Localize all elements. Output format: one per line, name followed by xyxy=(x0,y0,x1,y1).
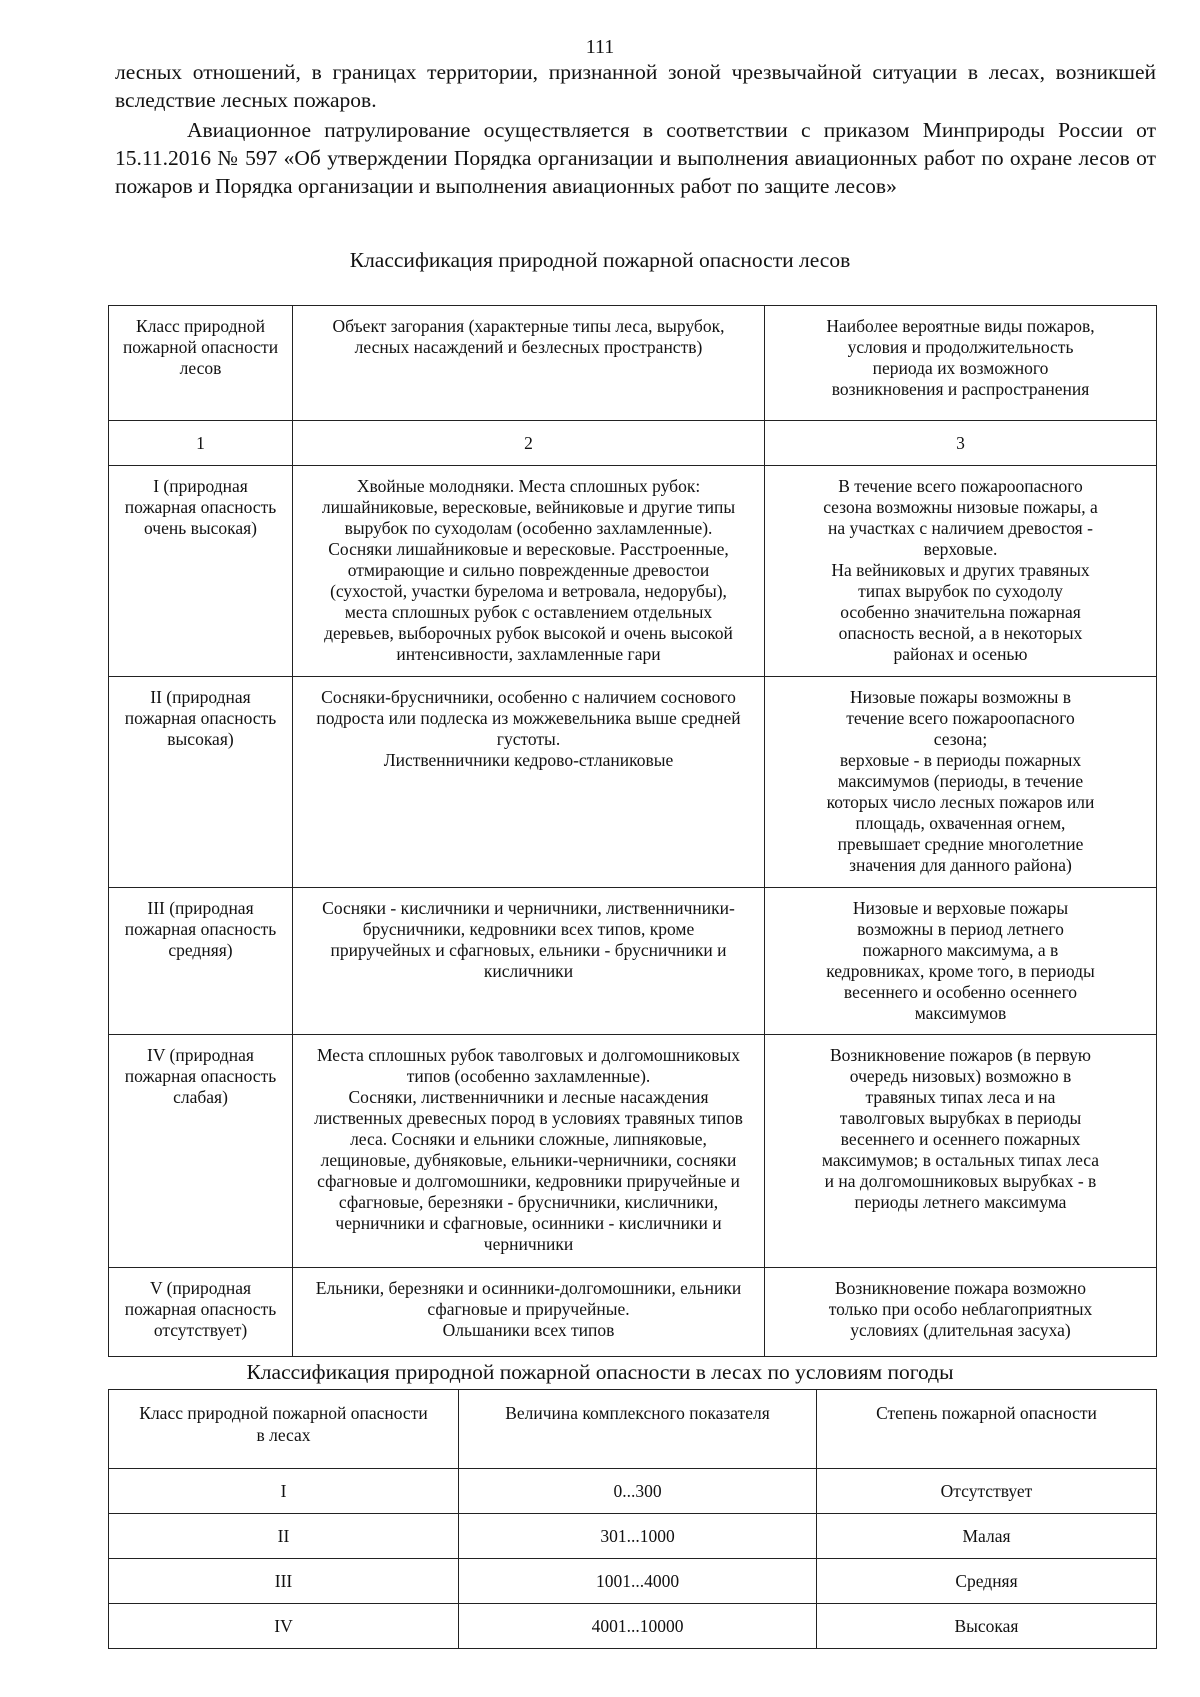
text-line: верховые. xyxy=(923,539,998,559)
text-line: периоды летнего максимума xyxy=(854,1192,1067,1212)
weather-fire-danger-table xyxy=(108,1389,1157,1649)
class-cell: I xyxy=(109,1469,459,1514)
value-cell: 0...300 xyxy=(459,1469,817,1514)
text-line: Ельники, березняки и осинники-долгомошники, ельники xyxy=(315,1278,742,1298)
text-line: и на долгомошниковых вырубках - в xyxy=(824,1171,1097,1191)
text-line: сфагновые, березняки - брусничники, кисличники, xyxy=(338,1192,719,1212)
table-row xyxy=(109,1469,1157,1514)
text-line: Величина комплексного показателя xyxy=(505,1403,770,1423)
text-line: отмирающие и сильно поврежденные древостои xyxy=(347,560,710,580)
text-line: очень высокая) xyxy=(143,518,257,538)
text-line: сфагновые и долгомошники, кедровники приручейные и xyxy=(317,1171,740,1191)
fire-danger-classification-table xyxy=(108,305,1157,1357)
text-line: Класс природной пожарной опасности xyxy=(139,1403,428,1423)
weather-table-title: Классификация природной пожарной опасности в лесах по условиям погоды xyxy=(246,1360,954,1384)
text-line: интенсивности, захламленные гари xyxy=(396,644,661,664)
object-cell xyxy=(293,677,765,888)
class-cell xyxy=(109,1268,293,1357)
text-line: подроста или подлеска из можжевельника выше средней xyxy=(316,708,741,728)
text-line: пожарная опасность xyxy=(124,1066,277,1086)
table-row xyxy=(109,677,1157,888)
text-line: которых число лесных пожаров или xyxy=(826,792,1095,812)
text-line: Места сплошных рубок таволговых и долгомошниковых xyxy=(316,1045,741,1065)
text-line: пожарная опасность xyxy=(124,497,277,517)
text-line: кедровниках, кроме того, в периоды xyxy=(826,961,1095,981)
text-line: сезона; xyxy=(933,729,988,749)
text-line: III (природная xyxy=(147,898,254,918)
object-cell xyxy=(293,1035,765,1268)
text-line: В течение всего пожароопасного xyxy=(838,476,1083,496)
text-line: на участках с наличием древостоя - xyxy=(828,518,1093,538)
text-line: условиях (длительная засуха) xyxy=(850,1320,1071,1340)
text-line: Возникновение пожара возможно xyxy=(834,1278,1087,1298)
text-line: брусничники, кедровники всех типов, кроме xyxy=(362,919,695,939)
fire-danger-table-title: Классификация природной пожарной опасности лесов xyxy=(349,248,851,272)
text-line: в лесах xyxy=(256,1425,311,1445)
column-number: 2 xyxy=(293,421,765,466)
text-line: густоты. xyxy=(496,729,561,749)
text-line: только при особо неблагоприятных xyxy=(828,1299,1093,1319)
header-danger-degree xyxy=(817,1390,1157,1469)
class-cell xyxy=(109,677,293,888)
table-row xyxy=(109,1514,1157,1559)
text-line: особенно значительна пожарная xyxy=(840,602,1081,622)
text-line: сфагновые и приручейные. xyxy=(427,1299,630,1319)
text-line: Класс природной xyxy=(136,316,265,336)
text-line: II (природная xyxy=(150,687,251,707)
table-row xyxy=(109,888,1157,1035)
text-line: периода их возможного xyxy=(872,358,1049,378)
object-cell xyxy=(293,466,765,677)
text-line: (сухостой, участки бурелома и ветровала, недорубы), xyxy=(330,581,727,601)
text-line: превышает средние многолетние xyxy=(837,834,1084,854)
text-line: Наиболее вероятные виды пожаров, xyxy=(826,316,1095,336)
table-row xyxy=(109,466,1157,677)
text-line: максимумов (периоды, в течение xyxy=(837,771,1084,791)
text-line: травяных типах леса и на xyxy=(865,1087,1056,1107)
text-line: пожарной опасности xyxy=(122,337,279,357)
text-line: V (природная xyxy=(149,1278,252,1298)
text-line: Объект загорания (характерные типы леса, вырубок, xyxy=(332,316,725,336)
text-line: Хвойные молодняки. Места сплошных рубок: xyxy=(356,476,701,496)
text-line: слабая) xyxy=(173,1087,228,1107)
text-line: возникновения и распространения xyxy=(831,379,1090,399)
degree-cell: Малая xyxy=(817,1514,1157,1559)
text-line: возможны в период летнего xyxy=(857,919,1064,939)
degree-cell: Высокая xyxy=(817,1604,1157,1649)
text-line: кисличники xyxy=(483,961,574,981)
text-line: сезона возможны низовые пожары, а xyxy=(823,497,1098,517)
text-line: площадь, охваченная огнем, xyxy=(855,813,1066,833)
text-line: весеннего и особенно осеннего xyxy=(843,982,1078,1002)
text-line: лиственных древесных пород в условиях травяных типов xyxy=(314,1108,743,1128)
object-cell xyxy=(293,1268,765,1357)
text-line: Низовые пожары возможны в xyxy=(850,687,1071,707)
text-line: очередь низовых) возможно в xyxy=(849,1066,1072,1086)
class-cell: II xyxy=(109,1514,459,1559)
text-line: Сосняки-брусничники, особенно с наличием соснового xyxy=(321,687,736,707)
text-line: На вейниковых и других травяных xyxy=(831,560,1090,580)
text-line: лесов xyxy=(179,358,222,378)
object-cell xyxy=(293,888,765,1035)
class-cell: III xyxy=(109,1559,459,1604)
text-line: Низовые и верховые пожары xyxy=(852,898,1069,918)
text-line: значения для данного района) xyxy=(849,855,1072,875)
text-line: опасность весной, а в некоторых xyxy=(838,623,1083,643)
text-line: Сосняки лишайниковые и вересковые. Расстроенные, xyxy=(328,539,729,559)
table-row xyxy=(109,1604,1157,1649)
text-line: максимумов xyxy=(914,1003,1007,1023)
text-line: Ольшаники всех типов xyxy=(442,1320,615,1340)
text-line: средняя) xyxy=(168,940,233,960)
column-number-row xyxy=(109,421,1157,466)
paragraph-continuation: лесных отношений, в границах территории, признанной зоной чрезвычайной ситуации в лесах, возникшей вследствие лесных пожаров. xyxy=(115,60,1156,112)
text-line: лесных насаждений и безлесных пространств) xyxy=(354,337,703,357)
text-line: верховые - в периоды пожарных xyxy=(839,750,1082,770)
value-cell: 1001...4000 xyxy=(459,1559,817,1604)
text-line: типах вырубок по суходолу xyxy=(858,581,1063,601)
text-line: пожарная опасность xyxy=(124,919,277,939)
text-line: Лиственничники кедрово-стланиковые xyxy=(383,750,674,770)
fires-cell xyxy=(765,1035,1157,1268)
header-index-value xyxy=(459,1390,817,1469)
text-line: леса. Сосняки и ельники сложные, липняковые, xyxy=(350,1129,707,1149)
fires-cell xyxy=(765,1268,1157,1357)
text-line: условия и продолжительность xyxy=(847,337,1074,357)
degree-cell: Отсутствует xyxy=(817,1469,1157,1514)
text-line: районах и осенью xyxy=(893,644,1028,664)
header-class xyxy=(109,1390,459,1469)
class-cell: IV xyxy=(109,1604,459,1649)
paragraph-aviation-patrol: Авиационное патрулирование осуществляется в соответствии с приказом Минприроды России от 15.11.2016 № 597 «Об утверждении Порядка организации и выполнения авиационных работ по охране лесов от пожаров и Порядка организации и выполнения авиационных работ по защите лесов» xyxy=(115,118,1156,198)
text-line: типов (особенно захламленные). xyxy=(406,1066,651,1086)
text-line: пожарная опасность xyxy=(124,1299,277,1319)
table-header-row xyxy=(109,306,1157,421)
text-line: деревьев, выборочных рубок высокой и очень высокой xyxy=(324,623,733,643)
text-line: лишайниковые, вересковые, вейниковые и другие типы xyxy=(321,497,736,517)
text-line: Сосняки, лиственничники и лесные насаждения xyxy=(348,1087,709,1107)
column-number: 1 xyxy=(109,421,293,466)
text-line: Степень пожарной опасности xyxy=(876,1403,1097,1423)
column-number: 3 xyxy=(765,421,1157,466)
fires-cell xyxy=(765,466,1157,677)
text-line: пожарного максимума, а в xyxy=(862,940,1059,960)
class-cell xyxy=(109,1035,293,1268)
text-line: I (природная xyxy=(153,476,248,496)
text-line: места сплошных рубок с оставлением отдельных xyxy=(344,602,713,622)
text-line: весеннего и осеннего пожарных xyxy=(840,1129,1081,1149)
text-line: таволговых вырубках в периоды xyxy=(839,1108,1082,1128)
fires-cell xyxy=(765,677,1157,888)
text-line: IV (природная xyxy=(147,1045,254,1065)
text-line: пожарная опасность xyxy=(124,708,277,728)
table-row xyxy=(109,1268,1157,1357)
value-cell: 301...1000 xyxy=(459,1514,817,1559)
value-cell: 4001...10000 xyxy=(459,1604,817,1649)
text-line: течение всего пожароопасного xyxy=(846,708,1075,728)
fires-cell xyxy=(765,888,1157,1035)
text-line: Сосняки - кисличники и черничники, лиственничники- xyxy=(322,898,735,918)
text-line: приручейных и сфагновых, ельники - брусничники и xyxy=(330,940,727,960)
text-line: вырубок по суходолам (особенно захламленные). xyxy=(344,518,713,538)
header-class xyxy=(109,306,293,421)
table-row xyxy=(109,1035,1157,1268)
text-line: Возникновение пожаров (в первую xyxy=(830,1045,1091,1065)
table-header-row xyxy=(109,1390,1157,1469)
page-number: 111 xyxy=(585,36,615,58)
text-line: лещиновые, дубняковые, ельники-черничники, сосняки xyxy=(320,1150,737,1170)
text-line: черничники и сфагновые, осинники - кисличники и xyxy=(335,1213,722,1233)
text-line: максимумов; в остальных типах леса xyxy=(821,1150,1100,1170)
text-line: черничники xyxy=(483,1234,574,1254)
class-cell xyxy=(109,466,293,677)
table-row xyxy=(109,1559,1157,1604)
header-object xyxy=(293,306,765,421)
header-fires xyxy=(765,306,1157,421)
text-line: высокая) xyxy=(167,729,234,749)
text-line: отсутствует) xyxy=(153,1320,248,1340)
class-cell xyxy=(109,888,293,1035)
degree-cell: Средняя xyxy=(817,1559,1157,1604)
